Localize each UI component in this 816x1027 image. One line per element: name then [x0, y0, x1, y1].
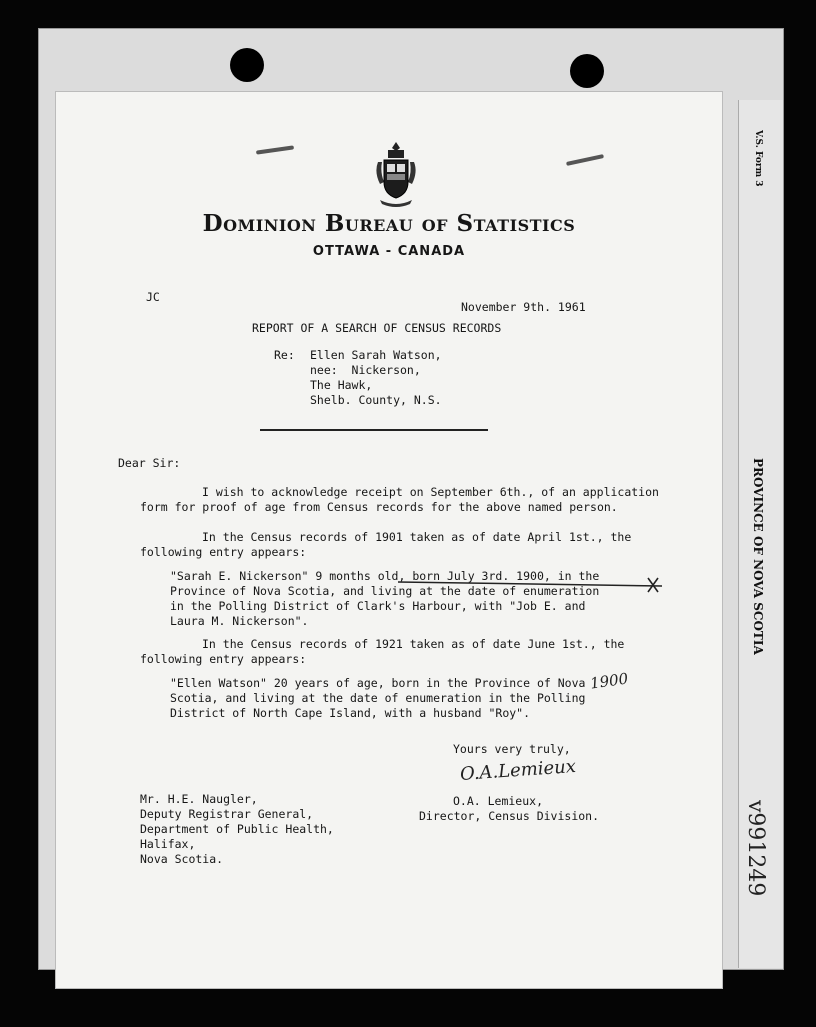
paragraph-line: following entry appears: — [140, 545, 307, 559]
census-entry-line: Laura M. Nickerson". — [170, 614, 309, 628]
paragraph-line: form for proof of age from Census records for the above named person. — [140, 500, 618, 514]
form-label: V.S. Form 3 — [753, 130, 763, 187]
organization-location: OTTAWA - CANADA — [312, 244, 466, 259]
recipient-line: Nova Scotia. — [140, 852, 224, 866]
recipient-line: Department of Public Health, — [140, 822, 334, 836]
census-entry-line: "Ellen Watson" 20 years of age, born in the Province of Nova — [170, 676, 586, 690]
re-label: Re: — [274, 348, 295, 362]
letter-page — [56, 92, 722, 988]
paragraph-line: In the Census records of 1901 taken as of date April 1st., the — [202, 530, 632, 544]
salutation: Dear Sir: — [118, 456, 181, 470]
paragraph-line: I wish to acknowledge receipt on September 6th., of an application — [202, 485, 659, 499]
census-entry-line: Scotia, and living at the date of enumeration in the Polling — [170, 691, 586, 705]
separator-rule — [260, 429, 488, 431]
census-entry-line: District of North Cape Island, with a husband "Roy". — [170, 706, 531, 720]
punch-hole-left — [230, 48, 264, 82]
registration-number: v991249 — [743, 800, 768, 897]
census-entry-line: "Sarah E. Nickerson" 9 months old, born July 3rd. 1900, in the — [170, 569, 600, 583]
typist-initials: JC — [146, 290, 160, 304]
handwritten-year-note: 1900 — [588, 669, 630, 693]
report-heading: REPORT OF A SEARCH OF CENSUS RECORDS — [252, 321, 502, 335]
recipient-line: Deputy Registrar General, — [140, 807, 314, 821]
staple-left — [256, 145, 294, 154]
recipient-line: Halifax, — [140, 837, 196, 851]
signer-name: O.A. Lemieux, — [453, 794, 544, 808]
re-line: nee: Nickerson, — [310, 363, 421, 377]
re-line: Ellen Sarah Watson, — [310, 348, 442, 362]
census-entry-line: in the Polling District of Clark's Harbour, with "Job E. and — [170, 599, 586, 613]
closing: Yours very truly, — [453, 742, 571, 756]
organization-name: Dominion Bureau of Statistics — [202, 210, 576, 237]
staple-right — [566, 154, 604, 166]
re-line: Shelb. County, N.S. — [310, 393, 442, 407]
province-label: PROVINCE OF NOVA SCOTIA — [751, 458, 765, 655]
punch-hole-right — [570, 54, 604, 88]
paragraph-line: In the Census records of 1921 taken as of date June 1st., the — [202, 637, 625, 651]
handwritten-signature: O.A.Lemieux — [459, 755, 577, 786]
handwritten-underline-mark — [396, 576, 666, 596]
recipient-line: Mr. H.E. Naugler, — [140, 792, 258, 806]
census-entry-line: Province of Nova Scotia, and living at the date of enumeration — [170, 584, 600, 598]
re-line: The Hawk, — [310, 378, 373, 392]
birth-registration-form-edge — [738, 100, 783, 968]
letter-date: November 9th. 1961 — [461, 300, 586, 314]
paragraph-line: following entry appears: — [140, 652, 307, 666]
canadian-coat-of-arms-icon — [372, 140, 420, 210]
signer-title: Director, Census Division. — [419, 809, 600, 823]
